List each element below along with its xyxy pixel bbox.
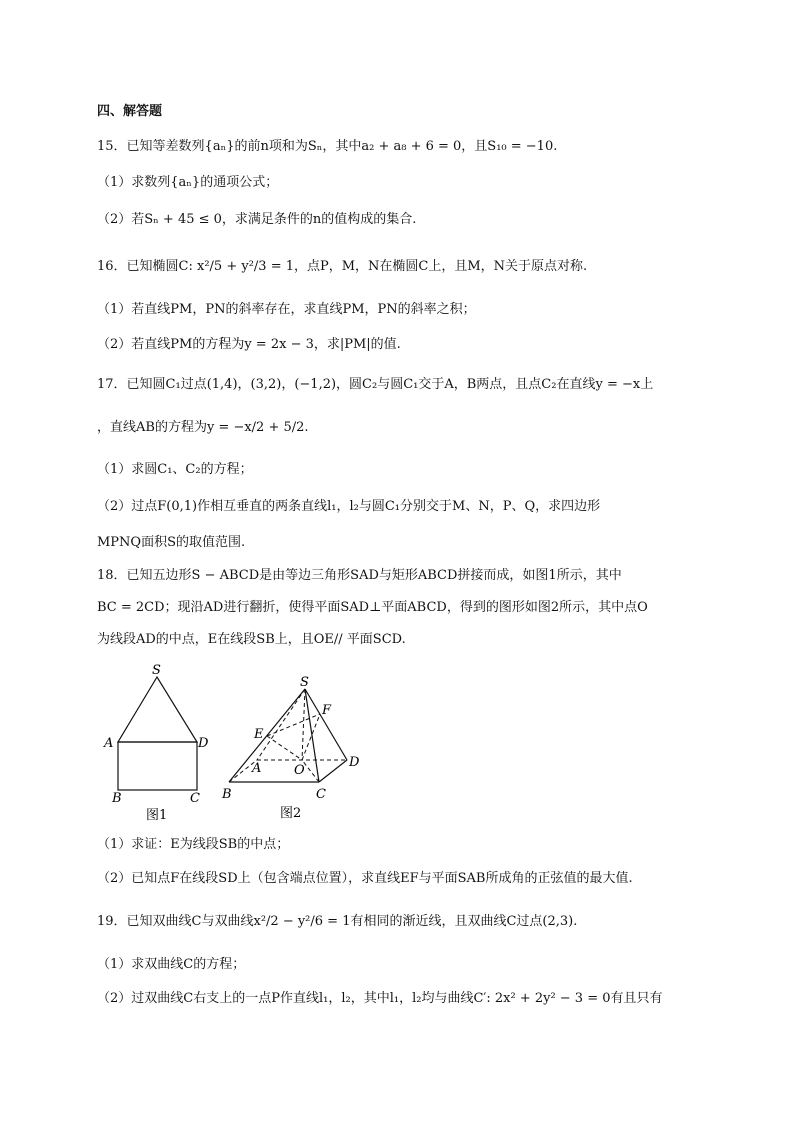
figure-2	[218, 672, 368, 824]
fig1-label-s: S	[152, 663, 161, 678]
fig2-label-b: B	[222, 787, 232, 802]
problem-16-part-1: （1）若直线PM，PN的斜率存在，求直线PM，PN的斜率之积；	[97, 302, 476, 317]
problem-17-part-2: （2）过点F(0,1)作相互垂直的两条直线l₁，l₂与圆C₁分别交于M、N，P、Q，求四边形	[97, 499, 601, 514]
fig2-label-c: C	[316, 787, 326, 802]
fig2-label-a: A	[252, 761, 262, 776]
problem-17-part-1: （1）求圆C₁、C₂的方程；	[97, 462, 253, 477]
problem-15-statement: 15．已知等差数列{aₙ}的前n项和为Sₙ，其中a₂ + a₈ + 6 = 0，且S₁₀ = −10.	[97, 139, 558, 154]
fig2-label-d: D	[349, 755, 360, 770]
fig2-label-e: E	[254, 727, 264, 742]
rectangle-abcd	[118, 742, 197, 790]
fig2-label-s: S	[300, 675, 309, 690]
problem-15-part-2: （2）若Sₙ + 45 ≤ 0，求满足条件的n的值构成的集合.	[97, 212, 417, 227]
problem-18-statement-cont-2: 为线段AD的中点，E在线段SB上，且OE// 平面SCD.	[97, 632, 406, 647]
problem-18-part-2: （2）已知点F在线段SD上（包含端点位置），求直线EF与平面SAB所成角的正弦值的最大值.	[97, 871, 633, 886]
problem-19-part-1: （1）求双曲线C的方程；	[97, 957, 246, 972]
problem-17-statement-cont: ，直线AB的方程为y = −x/2 + 5/2.	[97, 420, 309, 435]
problem-18-part-1: （1）求证：E为线段SB的中点；	[97, 837, 290, 852]
figure-1	[100, 662, 220, 824]
section-title: 四、解答题	[97, 104, 163, 119]
problem-16-part-2: （2）若直线PM的方程为y = 2x − 3，求|PM|的值.	[97, 337, 401, 352]
problem-17-part-2-cont: MPNQ面积S的取值范围.	[97, 535, 246, 550]
problem-18-statement-cont-1: BC = 2CD；现沿AD进行翻折，使得平面SAD⊥平面ABCD，得到的图形如图2所示，其中点O	[97, 600, 648, 615]
problem-19-part-2: （2）过双曲线C右支上的一点P作直线l₁，l₂，其中l₁，l₂均与曲线C′: 2x² + 2y² − 3 = 0有且只有	[97, 991, 663, 1006]
fig1-caption: 图1	[146, 808, 168, 823]
fig1-label-d: D	[198, 736, 209, 751]
fig1-label-c: C	[190, 791, 200, 806]
problem-18-statement: 18．已知五边形S − ABCD是由等边三角形SAD与矩形ABCD拼接而成，如图1所示，其中	[97, 568, 622, 583]
problem-19-statement: 19．已知双曲线C与双曲线x²/2 − y²/6 = 1有相同的渐近线，且双曲线C过点(2,3).	[97, 914, 578, 929]
problem-15-part-1: （1）求数列{aₙ}的通项公式；	[97, 175, 279, 190]
triangle-sad	[118, 677, 197, 742]
problem-16-statement: 16．已知椭圆C: x²/5 + y²/3 = 1，点P，M，N在椭圆C上，且M，N关于原点对称.	[97, 259, 588, 274]
fig1-label-b: B	[112, 791, 122, 806]
fig1-label-a: A	[104, 736, 114, 751]
problem-17-statement: 17．已知圆C₁过点(1,4)，(3,2)，(−1,2)，圆C₂与圆C₁交于A，B两点，且点C₂在直线y = −x上	[97, 377, 654, 392]
fig2-label-f: F	[322, 703, 332, 718]
fig2-caption: 图2	[280, 806, 302, 821]
fig2-label-o: O	[294, 763, 305, 778]
